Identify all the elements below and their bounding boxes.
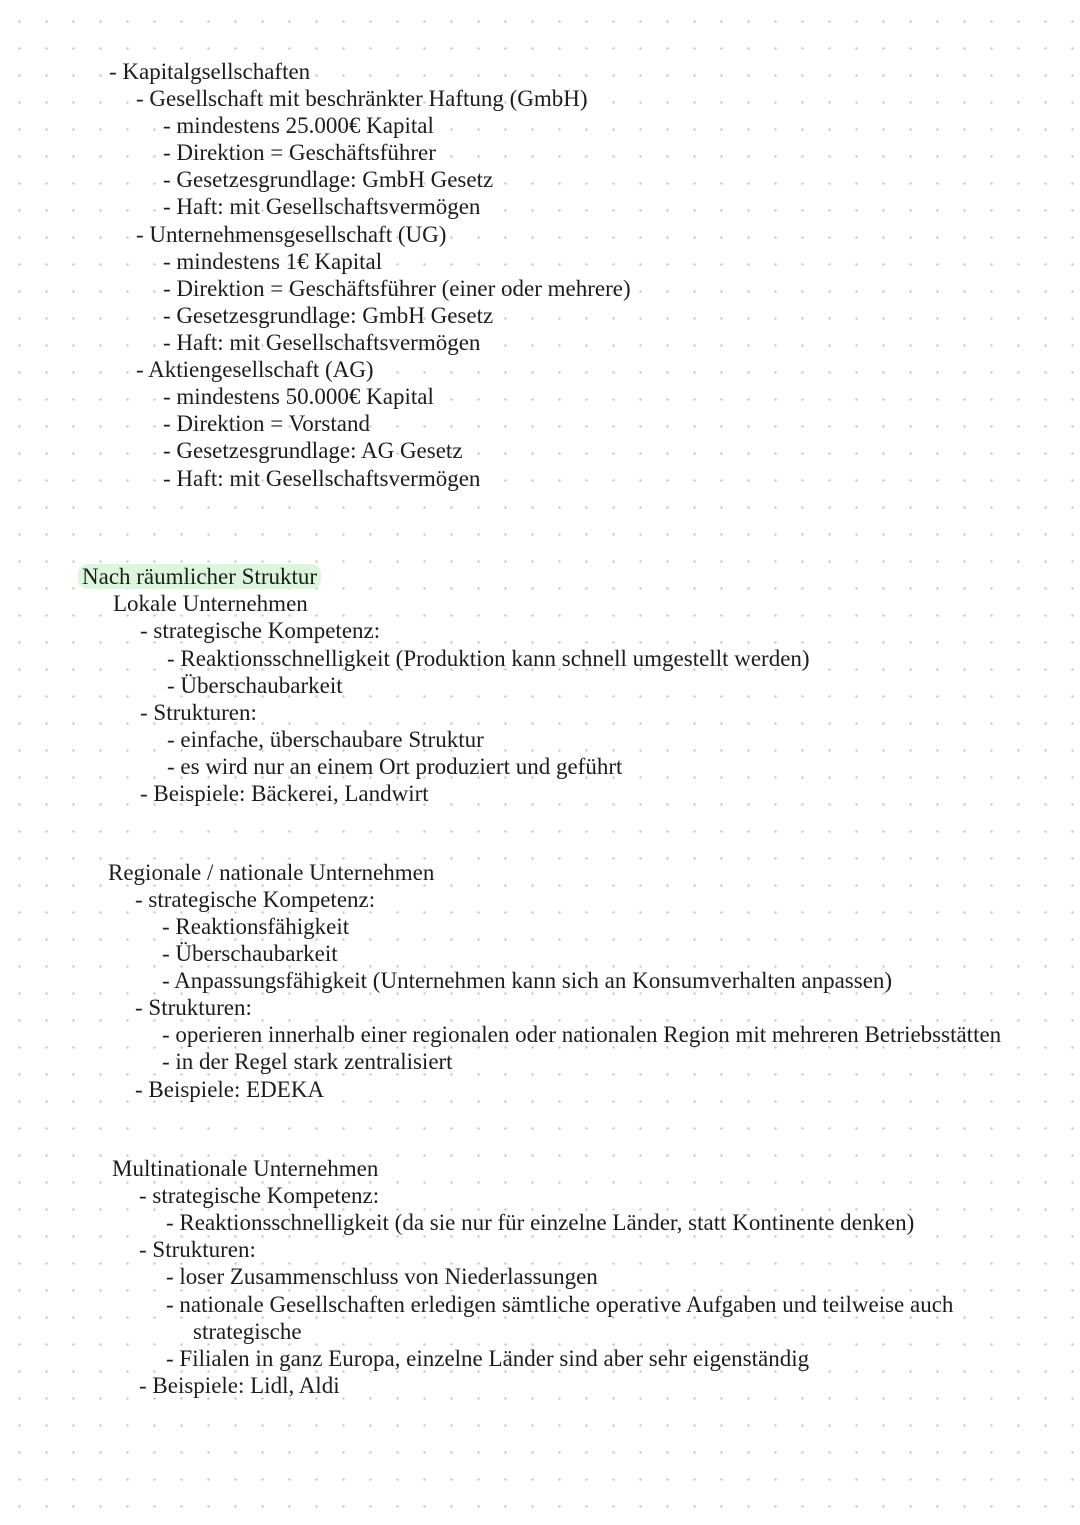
ug-item: - Haft: mit Gesellschaftsvermögen (163, 330, 481, 355)
regional-competence-item: - Überschaubarkeit (162, 941, 338, 966)
regional-title: Regionale / nationale Unternehmen (108, 860, 435, 885)
regional-structure-item: - operieren innerhalb einer regionalen oder nationalen Region mit mehreren Betriebsstätten (162, 1022, 1002, 1047)
multinational-structure-item: - nationale Gesellschaften erledigen sämtliche operative Aufgaben und teilweise auch (166, 1292, 954, 1317)
gmbh-item: - Gesetzesgrundlage: GmbH Gesetz (163, 167, 494, 192)
gmbh-item: - Direktion = Geschäftsführer (163, 140, 436, 165)
local-structures-label: - Strukturen: (140, 700, 257, 725)
multinational-competence-label: - strategische Kompetenz: (139, 1183, 380, 1208)
local-competence-item: - Überschaubarkeit (167, 673, 343, 698)
ug-item: - Gesetzesgrundlage: GmbH Gesetz (163, 303, 494, 328)
multinational-examples: - Beispiele: Lidl, Aldi (139, 1373, 340, 1398)
ag-item: - Gesetzesgrundlage: AG Gesetz (163, 438, 463, 463)
ug-item: - mindestens 1€ Kapital (163, 249, 383, 274)
local-examples: - Beispiele: Bäckerei, Landwirt (140, 781, 429, 806)
multinational-structures-label: - Strukturen: (139, 1237, 256, 1262)
regional-structure-item: - in der Regel stark zentralisiert (162, 1049, 453, 1074)
local-competence-item: - Reaktionsschnelligkeit (Produktion kann schnell umgestellt werden) (167, 646, 810, 671)
multinational-structure-item: - loser Zusammenschluss von Niederlassungen (166, 1264, 598, 1289)
regional-examples: - Beispiele: EDEKA (135, 1077, 325, 1102)
local-title: Lokale Unternehmen (113, 591, 308, 616)
local-competence-label: - strategische Kompetenz: (140, 618, 381, 643)
spatial-heading (82, 563, 321, 590)
multinational-title: Multinationale Unternehmen (112, 1156, 379, 1181)
capital-heading: - Kapitalgsellschaften (109, 59, 311, 84)
regional-structures-label: - Strukturen: (135, 995, 252, 1020)
local-structure-item: - einfache, überschaubare Struktur (167, 727, 484, 752)
gmbh-item: - Haft: mit Gesellschaftsvermögen (163, 194, 481, 219)
ag-title: - Aktiengesellschaft (AG) (136, 357, 374, 382)
ag-item: - Direktion = Vorstand (163, 411, 370, 436)
regional-competence-label: - strategische Kompetenz: (135, 887, 376, 912)
local-structure-item: - es wird nur an einem Ort produziert und geführt (167, 754, 623, 779)
ag-item: - Haft: mit Gesellschaftsvermögen (163, 466, 481, 491)
multinational-competence-item: - Reaktionsschnelligkeit (da sie nur für einzelne Länder, statt Kontinente denken) (166, 1210, 915, 1235)
regional-competence-item: - Anpassungsfähigkeit (Unternehmen kann sich an Konsumverhalten anpassen) (162, 968, 893, 993)
gmbh-title: - Gesellschaft mit beschränkter Haftung (GmbH) (136, 86, 588, 111)
spatial-heading-text: Nach räumlicher Struktur (78, 564, 321, 589)
multinational-structure-item-continued: strategische (193, 1319, 302, 1344)
multinational-structure-item: - Filialen in ganz Europa, einzelne Länder sind aber sehr eigenständig (166, 1346, 810, 1371)
ug-title: - Unternehmensgesellschaft (UG) (136, 222, 447, 247)
regional-competence-item: - Reaktionsfähigkeit (162, 914, 350, 939)
gmbh-item: - mindestens 25.000€ Kapital (163, 113, 434, 138)
ag-item: - mindestens 50.000€ Kapital (163, 384, 434, 409)
ug-item: - Direktion = Geschäftsführer (einer oder mehrere) (163, 276, 631, 301)
